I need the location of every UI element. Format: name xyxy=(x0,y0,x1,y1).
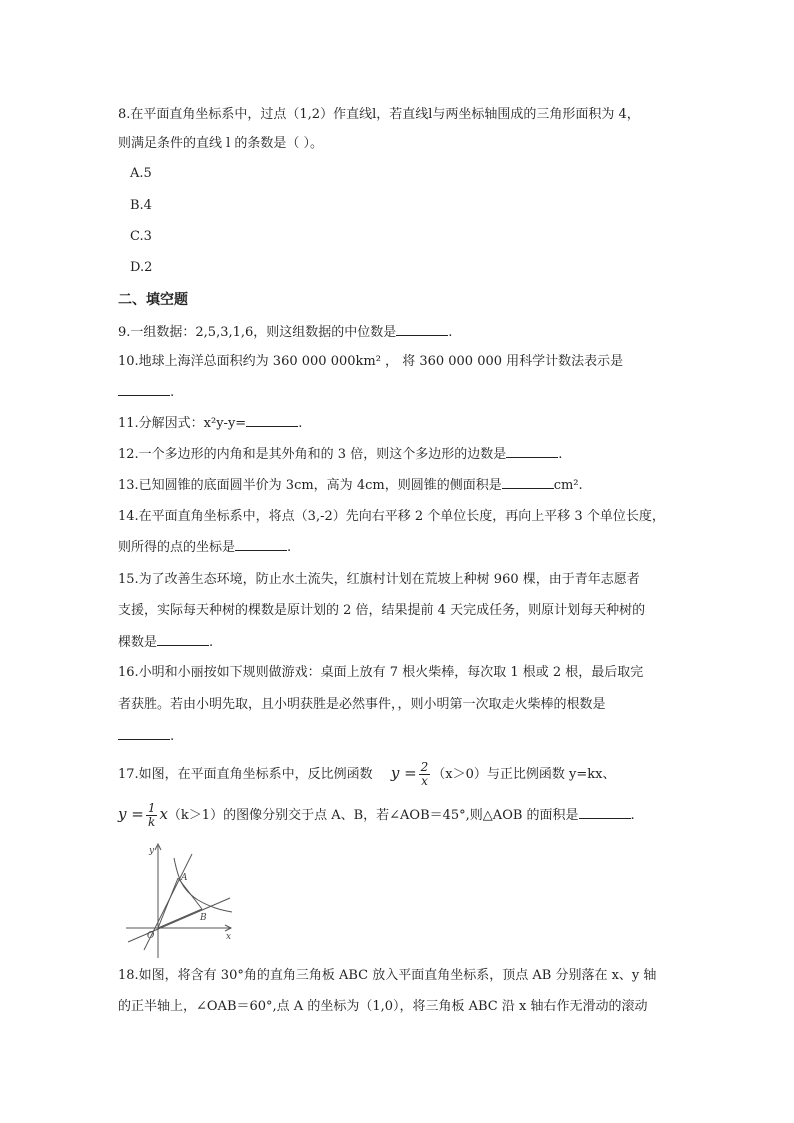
answer-blank xyxy=(157,632,209,646)
q15-end: . xyxy=(209,635,214,650)
q15-line2: 支援，实际每天种树的棵数是原计划的 2 倍，结果提前 4 天完成任务，则原计划每天种树的 xyxy=(118,603,646,618)
q16-end: . xyxy=(170,729,175,744)
line-y-x-over-k xyxy=(128,898,230,942)
q17-line2 xyxy=(118,800,676,830)
q13-text: 13.已知圆锥的底面圆半价为 3cm，高为 4cm，则圆锥的侧面积是 xyxy=(118,478,502,493)
answer-blank xyxy=(579,805,631,819)
point-a-label: A xyxy=(181,873,188,883)
q18-line1: 18.如图，将含有 30°角的直角三角板 ABC 放入平面直角坐标系，顶点 AB 分别落在 x、y 轴 xyxy=(118,968,657,983)
q17-pre: 17.如图，在平面直角坐标系中，反比例函数 xyxy=(118,767,373,782)
fraction-2-over-x xyxy=(419,761,431,788)
q18-line2: 的正半轴上，∠OAB＝60°,点 A 的坐标为（1,0），将三角板 ABC 沿 x 轴右作无滑动的滚动 xyxy=(118,999,648,1014)
frac1-den: x xyxy=(421,774,428,788)
frac2-den: k xyxy=(147,815,156,829)
x-axis-label: x xyxy=(226,932,232,942)
hyperbola-curve xyxy=(174,858,232,912)
q16-line2: 者获胜。若由小明先取，且小明获胜是必然事件，，则小明第一次取走火柴棒的根数是 xyxy=(118,697,606,712)
q10-end: . xyxy=(170,385,175,400)
answer-blank xyxy=(235,537,287,551)
q14-end: . xyxy=(287,540,292,555)
q9-text: 9.一组数据：2,5,3,1,6，则这组数据的中位数是 xyxy=(118,325,397,340)
answer-blank xyxy=(396,322,448,336)
origin-label: O xyxy=(147,931,155,941)
q14-line2 xyxy=(118,537,676,558)
q11-text: 11.分解因式：x²y-y= xyxy=(118,416,247,431)
fraction-1-over-k xyxy=(146,802,158,829)
q8-line1: 8.在平面直角坐标系中，过点（1,2）作直线l，若直线l与两坐标轴围成的三角形面积为 4， xyxy=(118,107,640,122)
q8-option-a: A.5 xyxy=(130,166,152,181)
q15-text: 棵数是 xyxy=(118,635,158,650)
section-title: 二、填空题 xyxy=(118,292,188,308)
q10-line2 xyxy=(118,382,676,403)
q12-text: 12.一个多边形的内角和是其外角和的 3 倍，则这个多边形的边数是 xyxy=(118,447,507,462)
q12-end: . xyxy=(558,447,563,462)
q17-y-eq: y = xyxy=(390,764,417,782)
point-b-label: B xyxy=(200,913,207,923)
answer-blank xyxy=(246,413,298,427)
q14-text: 则所得的点的坐标是 xyxy=(118,540,236,555)
q17-var-x: x xyxy=(159,805,168,823)
q16-line3 xyxy=(118,726,676,747)
q15-line1: 15.为了改善生态环境，防止水土流失，红旗村计划在荒坡上种树 960 棵，由于青年志愿者 xyxy=(118,572,640,587)
q8-option-b: B.4 xyxy=(130,198,152,213)
q9-end: . xyxy=(448,325,453,340)
q11-end: . xyxy=(298,416,303,431)
q8-option-d: D.2 xyxy=(130,260,153,275)
q17-figure xyxy=(122,840,234,960)
q17-y-eq2: y = xyxy=(118,805,144,823)
frac1-num: 2 xyxy=(420,760,429,774)
frac2-num: 1 xyxy=(147,801,156,815)
q15-line3 xyxy=(118,632,676,653)
q13 xyxy=(118,475,676,496)
q17-end: . xyxy=(630,808,635,823)
q16-line1: 16.小明和小丽按如下规则做游戏：桌面上放有 7 根火柴棒，每次取 1 根或 2 根，最后取完 xyxy=(118,665,644,680)
q17-post: （k＞1）的图像分别交于点 A、B，若∠AOB＝45°,则△AOB 的面积是 xyxy=(167,808,579,823)
q11 xyxy=(118,413,676,434)
q8-option-c: C.3 xyxy=(130,229,152,244)
answer-blank xyxy=(118,726,170,740)
answer-blank xyxy=(506,444,558,458)
q10-line1: 10.地球上海洋总面积约为 360 000 000km² ， 将 360 000 000 用科学计数法表示是 xyxy=(118,354,624,369)
q14-line1: 14.在平面直角坐标系中，将点（3,-2）先向右平移 2 个单位长度，再向上平移 3 个单位长度， xyxy=(118,509,665,524)
q8-line2: 则满足条件的直线 l 的条数是（ ）。 xyxy=(118,136,324,151)
answer-blank xyxy=(118,382,170,396)
y-axis-label: y xyxy=(149,846,155,856)
q17-mid: （x＞0）与正比例函数 y=kx、 xyxy=(432,767,616,782)
q9 xyxy=(118,322,676,343)
q12 xyxy=(118,444,676,465)
q17-line1 xyxy=(118,760,676,788)
answer-blank xyxy=(502,475,554,489)
q13-end: cm². xyxy=(553,478,583,493)
